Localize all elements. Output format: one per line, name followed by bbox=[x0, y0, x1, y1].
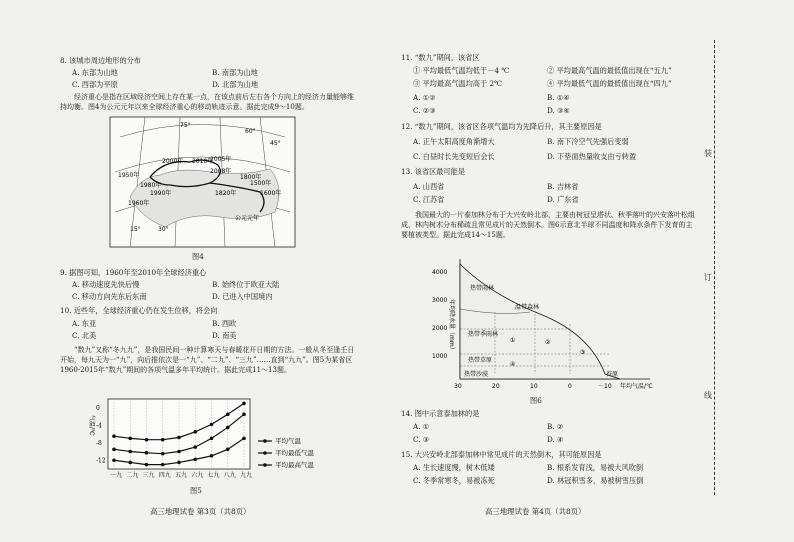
fig6-ytick-2000: 2000 bbox=[432, 325, 448, 332]
chart5-point bbox=[177, 436, 181, 440]
year-1600: 1600年 bbox=[260, 190, 282, 197]
chart5-legend-label: 平均最高气温 bbox=[275, 461, 314, 469]
figure-6-diagram bbox=[420, 254, 670, 394]
q11-item-2: ② 平均最高气温的最低值出现在“五九” bbox=[547, 66, 672, 75]
chart5-legend-label: 平均最低气温 bbox=[275, 449, 314, 457]
fig6-xlabel: 年均气温/℃ bbox=[620, 383, 653, 390]
figure-5-caption: 图5 bbox=[190, 486, 202, 495]
chart5-point bbox=[128, 461, 132, 465]
year-1980: 1980年 bbox=[140, 182, 162, 189]
q14-option-a: A. ① bbox=[413, 422, 430, 431]
left-page bbox=[0, 0, 390, 542]
zone-1: ① bbox=[510, 337, 516, 344]
chart5-x-tick: 三九 bbox=[142, 472, 155, 479]
chart5-point bbox=[210, 454, 214, 458]
binding-char-1: 装 bbox=[704, 149, 712, 158]
chart5-legend-marker bbox=[263, 439, 267, 443]
q10-option-c: C. 北美 bbox=[72, 331, 97, 340]
year-1500: 1500年 bbox=[250, 180, 272, 187]
q8-option-d: D. 北部为山地 bbox=[212, 80, 259, 89]
year-ad1: 公元元年 bbox=[235, 215, 260, 222]
zone-tundra: 苔原 bbox=[606, 371, 619, 378]
q15-option-c: C. 冬季常寒冬，易被冻死 bbox=[413, 476, 495, 485]
chart5-legend-marker bbox=[263, 451, 267, 455]
zone-desert: 热带沙漠 bbox=[464, 371, 489, 378]
q12-stem: 12. “数九”期间，该省区各项气温均为先降后升，其主要原因是 bbox=[401, 122, 602, 131]
q8-stem: 8. 该城市周边地形的分布 bbox=[60, 56, 142, 65]
zone-tropical-monsoon: 热带季雨林 bbox=[468, 331, 499, 338]
chart5-point bbox=[112, 448, 116, 452]
chart5-point bbox=[177, 461, 181, 465]
q15-option-a: A. 生长速度慢，树木低矮 bbox=[413, 463, 495, 472]
chart5-x-tick: 九九 bbox=[240, 472, 253, 479]
fig6-xtick-20: 20 bbox=[492, 383, 500, 390]
q11-option-c: C. ②③ bbox=[413, 106, 436, 115]
chart5-x-tick: 五九 bbox=[175, 472, 188, 479]
q15-option-b: B. 根系发育浅，易被大风吹倒 bbox=[547, 463, 644, 472]
q11-stem: 11. “数九”期间，该省区 bbox=[401, 53, 480, 62]
year-2005: 2005年 bbox=[210, 156, 232, 163]
q10-option-a: A. 东亚 bbox=[72, 319, 97, 328]
q11-item-1: ① 平均最低气温均低于－4 ℃ bbox=[413, 66, 510, 75]
chart5-point bbox=[242, 413, 246, 417]
year-2010: 2010年 bbox=[192, 158, 214, 165]
intro-11-13: “数九”又称“冬九九”，是我国民间一种计算寒天与春暖花开日期的方法。一般从冬至逢壬日开始，每九天为一“九”，向后推依次是一“九”、“二九”、“三九”……直到“九九”。图5为某省区1960-2015年“数九”期间的各项气温多年平均统计。据此完成11～13题。 bbox=[60, 346, 355, 374]
lon-label-15: 15° bbox=[130, 226, 141, 233]
zone-4: ④ bbox=[510, 361, 516, 368]
chart5-x-tick: 六九 bbox=[191, 472, 204, 479]
q14-stem: 14. 图中示意泰加林的是 bbox=[401, 409, 480, 418]
q14-option-b: B. ② bbox=[547, 422, 564, 431]
q10-option-d: D. 南美 bbox=[212, 331, 237, 340]
fig6-xtick-m10: －10 bbox=[598, 383, 612, 390]
chart5-x-tick: 四九 bbox=[158, 472, 171, 479]
chart5-point bbox=[226, 448, 230, 452]
chart5-point bbox=[210, 423, 214, 427]
q9-option-b: B. 始终位于欧亚大陆 bbox=[212, 280, 280, 289]
q8-option-b: B. 南部为山地 bbox=[212, 68, 258, 77]
q15-option-d: D. 林冠积雪多，易被树雪压倒 bbox=[547, 476, 644, 485]
chart5-point bbox=[242, 402, 246, 406]
chart5-y-tick: 0 bbox=[96, 404, 100, 412]
chart5-point bbox=[112, 434, 116, 438]
q14-option-c: C. ③ bbox=[413, 435, 430, 444]
year-1800: 1800年 bbox=[240, 174, 262, 181]
q12-option-b: B. 南下冷空气先强后变弱 bbox=[547, 137, 629, 146]
binding-line bbox=[714, 40, 715, 495]
chart5-y-tick: -4 bbox=[96, 422, 102, 430]
q12-option-c: C. 白昼时长先变短后会长 bbox=[413, 152, 495, 161]
chart5-x-tick: 一九 bbox=[110, 472, 123, 479]
chart5-point bbox=[161, 452, 165, 456]
chart5-point bbox=[226, 426, 230, 430]
zone-temperate-forest: 温带森林 bbox=[515, 304, 540, 311]
chart5-legend-marker bbox=[263, 463, 267, 467]
year-1990: 1990年 bbox=[150, 190, 172, 197]
chart5-point bbox=[161, 463, 165, 467]
chart5-legend-label: 平均气温 bbox=[275, 437, 301, 445]
left-footer: 高三地理试卷 第3页（共8页） bbox=[150, 507, 251, 516]
q11-option-b: B. ①④ bbox=[547, 93, 570, 102]
fig6-xtick-30: 30 bbox=[454, 383, 462, 390]
intro-9-10: 经济重心是指在区域经济空间上存在某一点，在该点前后左右各个方向上的经济力量能够维持均衡。图4为公元元年以来全球经济重心的移动轨迹示意。据此完成9～10题。 bbox=[60, 93, 354, 111]
q14-option-d: D. ④ bbox=[547, 435, 564, 444]
chart5-point bbox=[112, 458, 116, 462]
q12-option-a: A. 正午太阳高度角渐增大 bbox=[413, 137, 495, 146]
q9-stem: 9. 据图可知，1960年至2010年全球经济重心 bbox=[60, 268, 207, 277]
zone-3: ③ bbox=[580, 349, 586, 356]
chart5-x-tick: 八九 bbox=[223, 472, 236, 479]
q13-option-b: B. 吉林省 bbox=[547, 182, 579, 191]
chart5-point bbox=[145, 463, 149, 467]
lat-label-75: 75° bbox=[180, 122, 191, 129]
q11-item-4: ④ 平均最低气温的最低值出现在“四九” bbox=[547, 79, 672, 88]
lon-label-30: 30° bbox=[158, 226, 169, 233]
chart5-y-tick: -12 bbox=[96, 457, 106, 465]
fig6-ytick-1000: 1000 bbox=[432, 353, 448, 360]
q11-item-3: ③ 平均最高气温均高于 2℃ bbox=[413, 79, 503, 88]
figure-4-map bbox=[110, 117, 295, 247]
chart5-point bbox=[177, 450, 181, 454]
q13-option-c: C. 江苏省 bbox=[413, 195, 445, 204]
fig6-ytick-4000: 4000 bbox=[432, 269, 448, 276]
q15-stem: 15. 大兴安岭北部泰加林中常见成片的天然倒木，其可能原因是 bbox=[401, 450, 602, 459]
q9-option-d: D. 已进入中国境内 bbox=[212, 292, 273, 301]
q13-option-d: D. 广东省 bbox=[547, 195, 579, 204]
zone-2: ② bbox=[545, 339, 551, 346]
right-page bbox=[395, 0, 705, 542]
q12-option-d: D. 下垫面热量收支由亏转盈 bbox=[547, 152, 637, 161]
chart5-x-tick: 二九 bbox=[126, 472, 139, 479]
year-2008: 2008年 bbox=[210, 168, 232, 175]
lat-label-45: 45° bbox=[270, 140, 281, 147]
fig6-xtick-0: 0 bbox=[568, 383, 572, 390]
chart5-point bbox=[226, 413, 230, 417]
figure-6-caption: 图6 bbox=[530, 396, 542, 405]
chart5-point bbox=[128, 450, 132, 454]
fig6-ytick-3000: 3000 bbox=[432, 297, 448, 304]
binding-char-2: 订 bbox=[704, 273, 712, 282]
year-1960: 1960年 bbox=[128, 200, 150, 207]
right-footer: 高三地理试卷 第4页（共8页） bbox=[485, 507, 586, 516]
chart5-ylabel: 气温/℃ bbox=[88, 415, 95, 436]
fig6-ylabel: 年均降水量（mm） bbox=[448, 299, 455, 353]
q8-option-a: A. 东部为山地 bbox=[72, 68, 118, 77]
q11-option-d: D. ③④ bbox=[547, 106, 570, 115]
chart5-point bbox=[128, 437, 132, 441]
zone-tropical-savanna: 热带草原 bbox=[468, 357, 493, 364]
binding-char-3: 线 bbox=[704, 391, 712, 400]
intro-14-15: 我国最大的一片泰加林分布于大兴安岭北部，主要由树冠呈塔状、秋季落叶的兴安落叶松组成，林内树木分布稀疏且常见成片的天然倒木。图6示意北半球不同温度和降水条件下发育的主要植被类型。据此完成14～15题。 bbox=[401, 211, 695, 239]
fig6-xtick-10: 10 bbox=[530, 383, 538, 390]
q8-option-c: C. 西部为平原 bbox=[72, 80, 118, 89]
chart5-point bbox=[193, 445, 197, 449]
zone-tropical-rainforest: 热带雨林 bbox=[470, 285, 495, 292]
figure-5-chart bbox=[80, 393, 350, 481]
chart5-y-tick: -8 bbox=[96, 439, 102, 447]
q9-option-a: A. 移动速度先快后慢 bbox=[72, 280, 140, 289]
q10-stem: 10. 近些年，全球经济重心仍在发生位移，将会向 bbox=[60, 306, 218, 315]
year-1820: 1820年 bbox=[215, 190, 237, 197]
chart5-point bbox=[193, 458, 197, 462]
q11-option-a: A. ①② bbox=[413, 93, 436, 102]
chart5-point bbox=[145, 451, 149, 455]
year-2000: 2000年 bbox=[162, 158, 184, 165]
chart5-point bbox=[145, 438, 149, 442]
figure-4-caption: 图4 bbox=[192, 252, 204, 261]
q9-option-c: C. 移动方向先东后东南 bbox=[72, 292, 147, 301]
lat-label-60: 60° bbox=[245, 128, 256, 135]
q13-stem: 13. 该省区最可能是 bbox=[401, 167, 466, 176]
chart5-point bbox=[161, 438, 165, 442]
chart5-point bbox=[242, 437, 246, 441]
q13-option-a: A. 山西省 bbox=[413, 182, 445, 191]
chart5-point bbox=[193, 430, 197, 434]
q10-option-b: B. 西欧 bbox=[212, 319, 237, 328]
chart5-x-tick: 七九 bbox=[207, 472, 220, 479]
chart5-point bbox=[210, 437, 214, 441]
year-1950: 1950年 bbox=[118, 172, 140, 179]
